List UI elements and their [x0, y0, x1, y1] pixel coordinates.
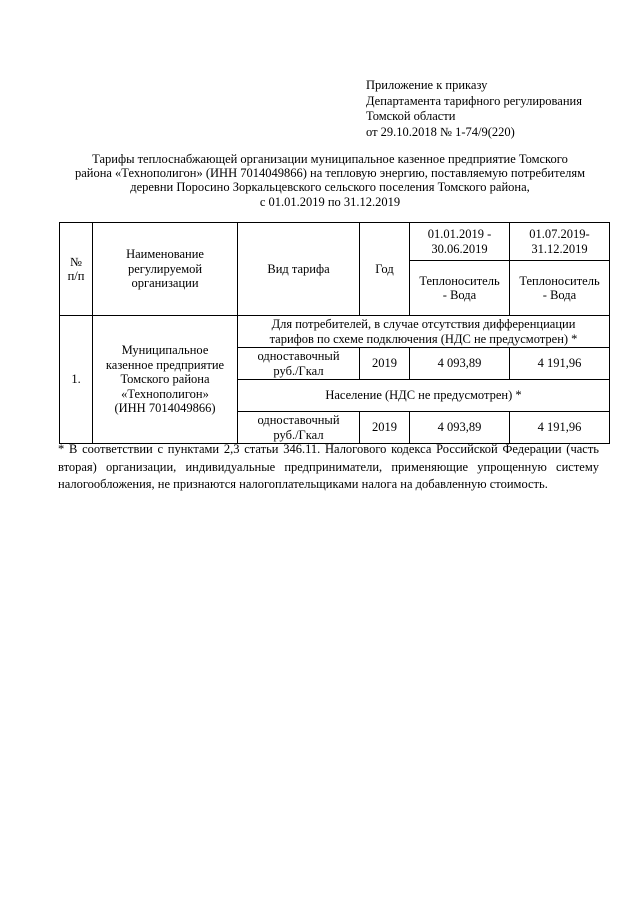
header-period-1: 01.01.2019 - 30.06.2019 [410, 223, 510, 261]
appendix-line: Департамента тарифного регулирования [366, 93, 582, 108]
header-organization: Наименование регулируемой организации [93, 223, 238, 316]
header-medium-2: Теплоноситель - Вода [510, 261, 610, 316]
section-population: Население (НДС не предусмотрен) * [238, 380, 610, 412]
tariff-table [59, 222, 610, 444]
tariff-type-cell: одноставочный руб./Гкал [238, 348, 360, 380]
section-consumers: Для потребителей, в случае отсутствия дифференциации тарифов по схеме подключения (НДС не предусмотрен) * [238, 316, 610, 348]
tariff-value-period-2: 4 191,96 [510, 412, 610, 444]
title-line: района «Технополигон» (ИНН 7014049866) на тепловую энергию, поставляемую потребителям [74, 166, 586, 181]
year-cell: 2019 [360, 348, 410, 380]
document-title [40, 152, 620, 209]
appendix-order-date: от 29.10.2018 № 1-74/9(220) [366, 124, 515, 139]
tariff-value-period-1: 4 093,89 [410, 348, 510, 380]
row-number: 1. [60, 316, 93, 444]
header-year: Год [360, 223, 410, 316]
header-medium-1: Теплоноситель - Вода [410, 261, 510, 316]
title-line: Тарифы теплоснабжающей организации муниципальное казенное предприятие Томского [92, 152, 568, 166]
title-period: с 01.01.2019 по 31.12.2019 [259, 194, 401, 209]
header-period-2: 01.07.2019- 31.12.2019 [510, 223, 610, 261]
row-organization: Муниципальное казенное предприятие Томского района «Технополигон» (ИНН 7014049866) [93, 316, 238, 444]
tariff-type-cell: одноставочный руб./Гкал [238, 412, 360, 444]
appendix-line: Томской области [366, 109, 456, 123]
footnote: * В соответствии с пунктами 2,3 статьи 346.11. Налогового кодекса Российской Федерации (часть вторая) организации, индивидуальные предприниматели, применяющие упрощенную систему налогообложения, не признаются налогоплательщиками налога на добавленную стоимость. [58, 442, 599, 491]
header-number: № п/п [60, 223, 93, 316]
year-cell: 2019 [360, 412, 410, 444]
header-tariff-type: Вид тарифа [238, 223, 360, 316]
tariff-value-period-1: 4 093,89 [410, 412, 510, 444]
title-line: деревни Поросино Зоркальцевского сельского поселения Томского района, [130, 180, 530, 195]
appendix-header [366, 78, 626, 140]
appendix-line: Приложение к приказу [366, 78, 488, 92]
tariff-value-period-2: 4 191,96 [510, 348, 610, 380]
